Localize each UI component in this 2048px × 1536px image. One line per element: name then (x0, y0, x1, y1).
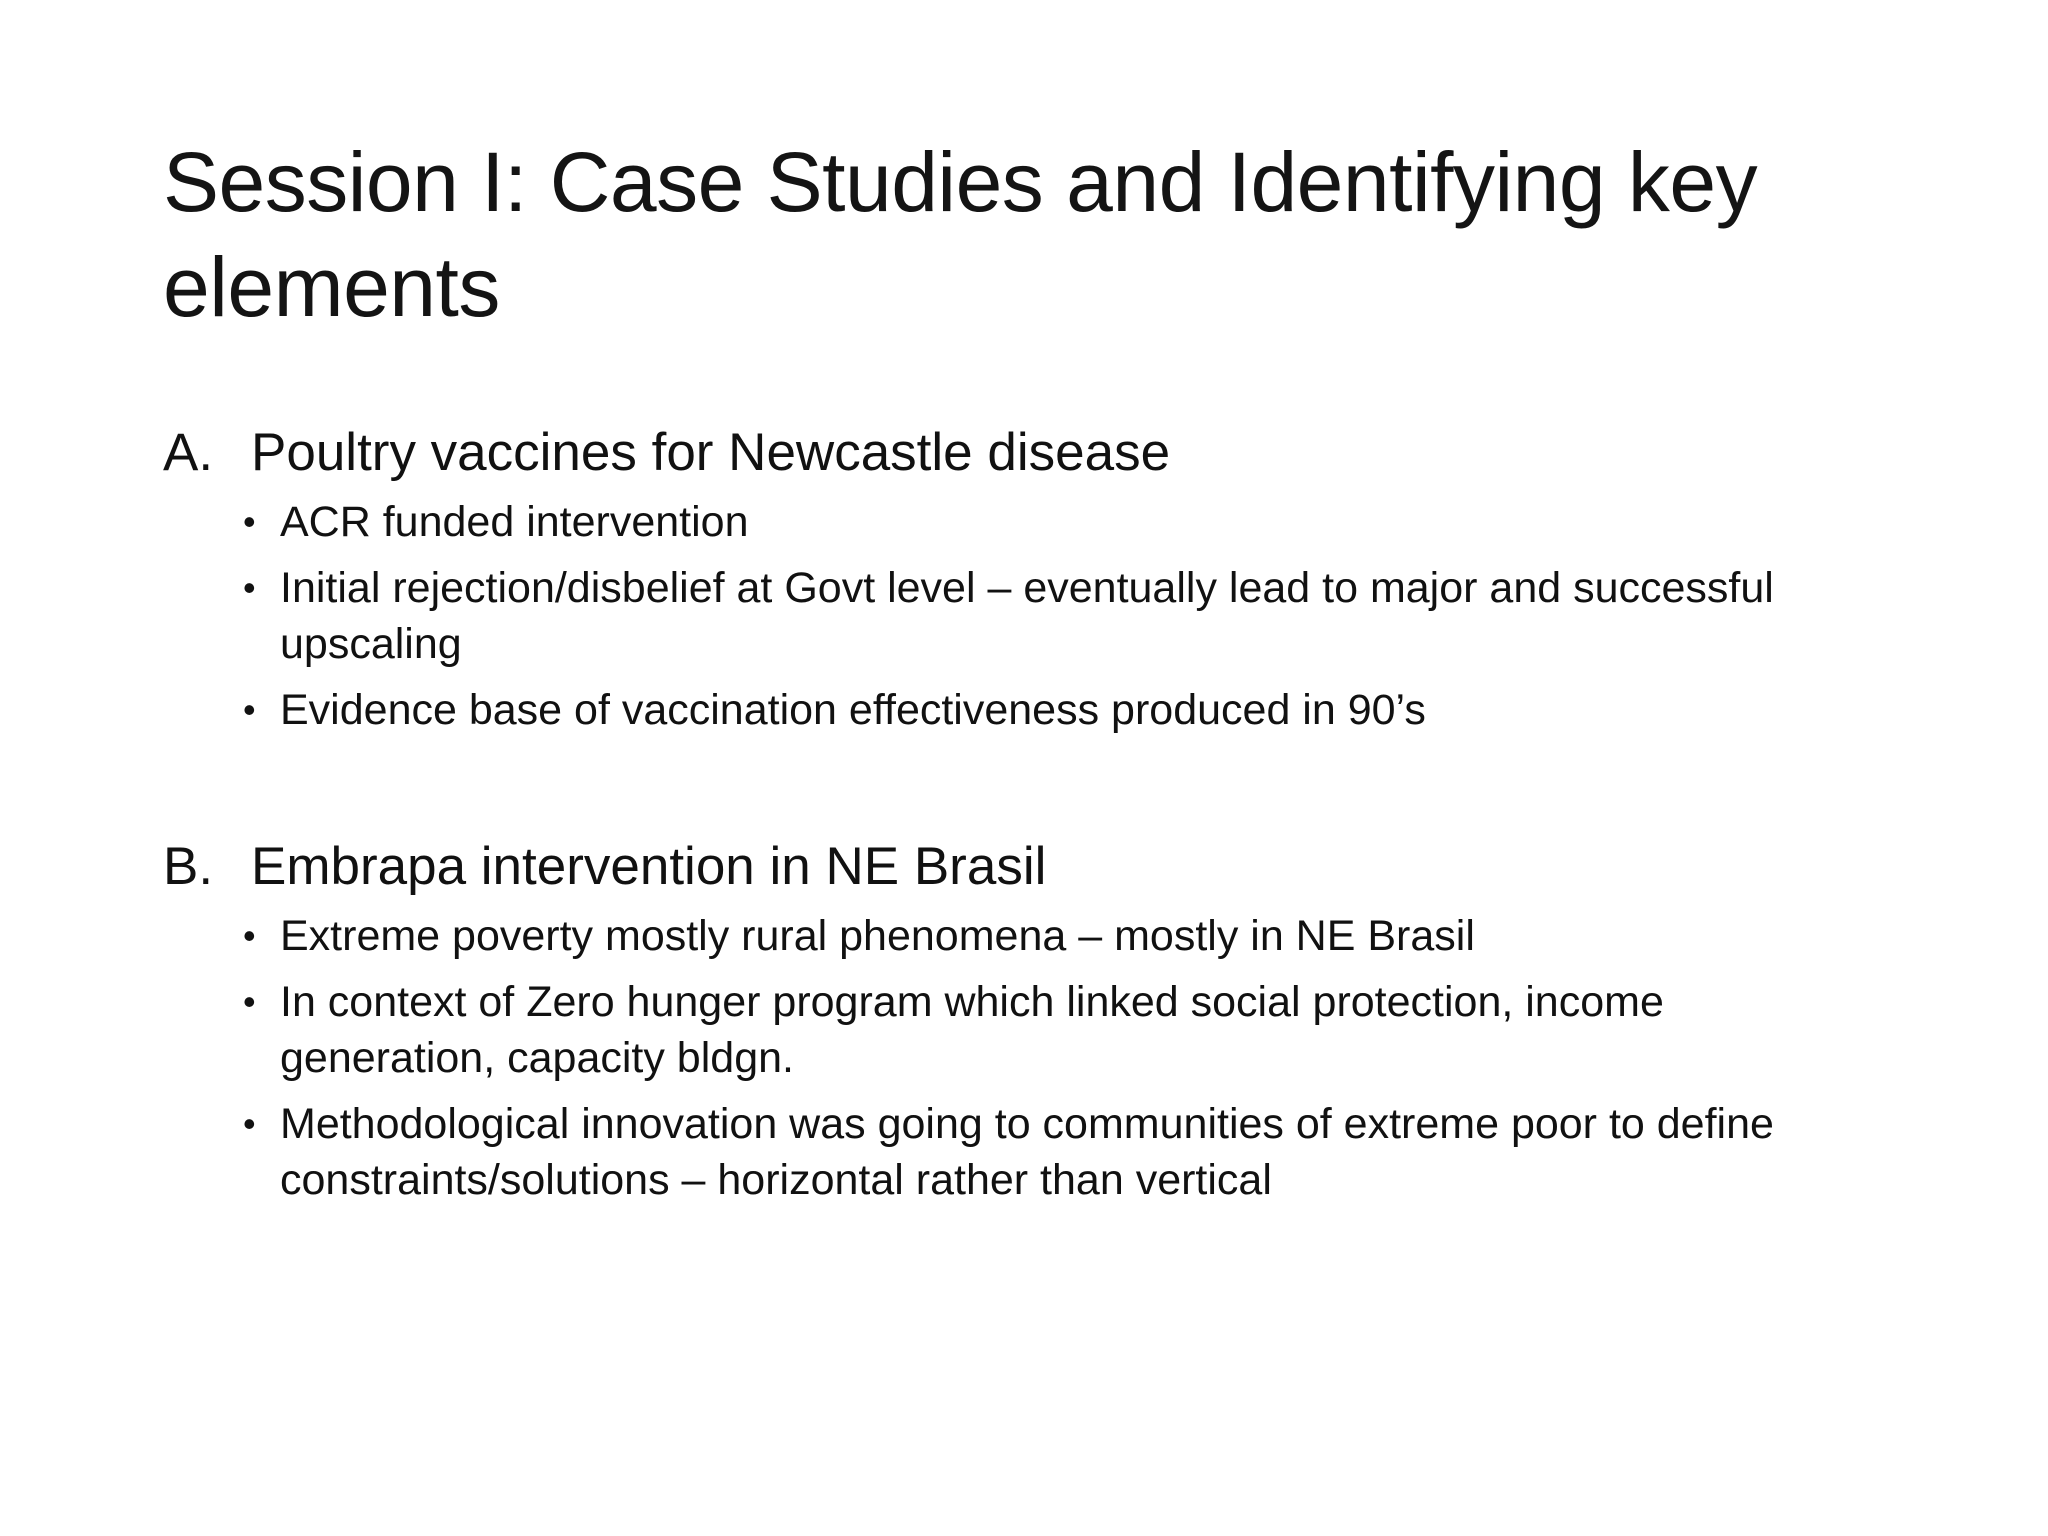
section-heading (163, 418, 1883, 488)
bullet-icon: • (243, 981, 256, 1022)
bullet-text: Initial rejection/disbelief at Govt level – eventually lead to major and successful upscaling (280, 564, 1774, 668)
bullet-icon: • (243, 915, 256, 956)
section-title: Embrapa intervention in NE Brasil (251, 837, 1047, 896)
list-item (243, 560, 1883, 672)
list-item (243, 494, 1883, 550)
section-b (163, 832, 1883, 1208)
bullet-icon: • (243, 501, 256, 542)
list-item (243, 682, 1883, 738)
section-title: Poultry vaccines for Newcastle disease (251, 423, 1171, 482)
section-letter: B. (163, 837, 214, 896)
section-letter: A. (163, 423, 214, 482)
list-item (243, 974, 1883, 1086)
bullet-icon: • (243, 689, 256, 730)
bullet-list (243, 908, 1883, 1208)
bullet-list (243, 494, 1883, 738)
section-heading (163, 832, 1883, 902)
section-a (163, 418, 1883, 738)
bullet-text: In context of Zero hunger program which linked social protection, income generation, capacity bldgn. (280, 978, 1664, 1082)
bullet-text: Evidence base of vaccination effectiveness produced in 90’s (280, 686, 1426, 734)
bullet-text: ACR funded intervention (280, 498, 749, 546)
bullet-text: Extreme poverty mostly rural phenomena – mostly in NE Brasil (280, 912, 1475, 960)
list-item (243, 908, 1883, 964)
bullet-text: Methodological innovation was going to communities of extreme poor to define constraints/solutions – horizontal rather than vertical (280, 1100, 1774, 1204)
bullet-icon: • (243, 567, 256, 608)
list-item (243, 1096, 1883, 1208)
bullet-icon: • (243, 1103, 256, 1144)
slide-title: Session I: Case Studies and Identifying key elements (163, 135, 1758, 334)
